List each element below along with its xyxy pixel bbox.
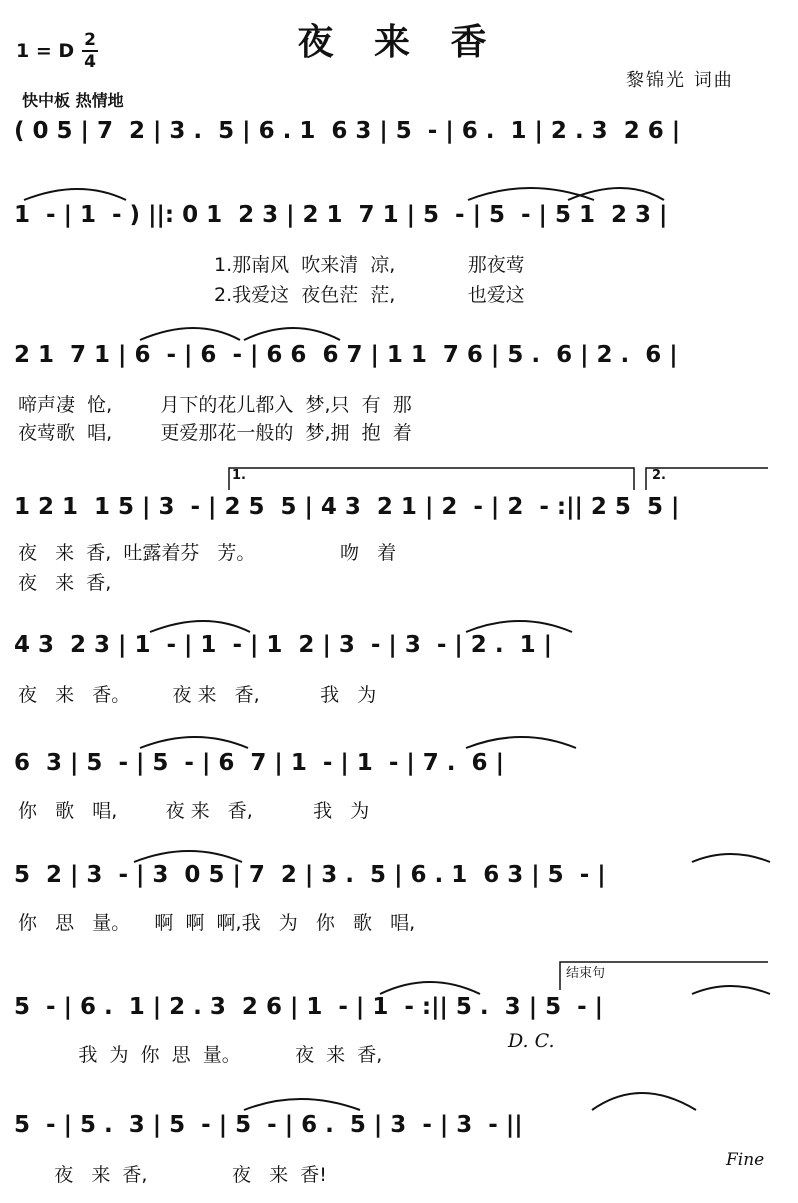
lyrics-verse-2: 夜莺歌 唱, 更爱那花一般的 梦,拥 抱 着	[18, 422, 412, 444]
notation-line: ( 0 5 | 7 2 | 3 . 5 | 6 . 1 6 3 | 5 - | 6 . 1 | 2 . 3 2 6 |	[14, 118, 681, 144]
tempo-marking: 快中板 热情地	[22, 91, 124, 110]
composer-credit: 黎锦光 词曲	[626, 70, 734, 91]
lyrics-verse-2: 夜 来 香,	[18, 572, 112, 594]
notation-line: 4 3 2 3 | 1 - | 1 - | 1 2 | 3 - | 3 - | 2 . 1 |	[14, 632, 552, 658]
second-ending-label: 2.	[652, 468, 666, 483]
lyrics-verse-2: 2.我爱这 夜色茫 茫, 也爱这	[214, 284, 525, 306]
da-capo-marking: D. C.	[508, 1030, 555, 1052]
first-ending-bracket	[229, 468, 634, 490]
fine-marking: Fine	[726, 1150, 765, 1170]
notation-line: 5 2 | 3 - | 3 0 5 | 7 2 | 3 . 5 | 6 . 1 6 3 | 5 - |	[14, 862, 606, 888]
second-ending-bracket	[646, 468, 768, 490]
meter-bottom: 4	[84, 52, 96, 72]
notation-line: 6 3 | 5 - | 5 - | 6 7 | 1 - | 1 - | 7 . 6 |	[14, 750, 504, 776]
song-title: 夜 来 香	[297, 21, 501, 63]
notation-line: 1 - | 1 - ) ||: 0 1 2 3 | 2 1 7 1 | 5 - | 5 - | 5 1 2 3 |	[14, 202, 668, 228]
lyrics-verse-1: 我 为 你 思 量。 夜 来 香,	[18, 1044, 383, 1066]
coda-label: 结束句	[566, 966, 606, 981]
lyrics-verse-1: 啼声凄 怆, 月下的花儿都入 梦,只 有 那	[18, 394, 412, 416]
meter-top: 2	[84, 30, 96, 50]
first-ending-label: 1.	[232, 468, 246, 483]
notation-line: 5 - | 6 . 1 | 2 . 3 2 6 | 1 - | 1 - :|| 5 . 3 | 5 - |	[14, 994, 604, 1020]
slurs	[24, 188, 770, 1110]
notation-line: 2 1 7 1 | 6 - | 6 - | 6 6 6 7 | 1 1 7 6 | 5 . 6 | 2 . 6 |	[14, 342, 678, 368]
lyrics-verse-1: 1.那南风 吹来清 凉, 那夜莺	[214, 254, 525, 276]
lyrics-verse-1: 你 歌 唱, 夜 来 香, 我 为	[18, 800, 370, 822]
lyrics-verse-1: 夜 来 香, 吐露着芬 芳。 吻 着	[18, 542, 397, 564]
key-signature: 1 = D	[16, 40, 75, 62]
lyrics-verse-1: 夜 来 香。 夜 来 香, 我 为	[18, 684, 377, 706]
notation-line: 5 - | 5 . 3 | 5 - | 5 - | 6 . 5 | 3 - | 3 - ||	[14, 1112, 523, 1138]
lyrics-verse-1: 你 思 量。 啊 啊 啊,我 为 你 歌 唱,	[18, 912, 416, 934]
notation-line: 1 2 1 1 5 | 3 - | 2 5 5 | 4 3 2 1 | 2 - | 2 - :|| 2 5 5 |	[14, 494, 680, 520]
lyrics-verse-1: 夜 来 香, 夜 来 香!	[18, 1164, 327, 1186]
